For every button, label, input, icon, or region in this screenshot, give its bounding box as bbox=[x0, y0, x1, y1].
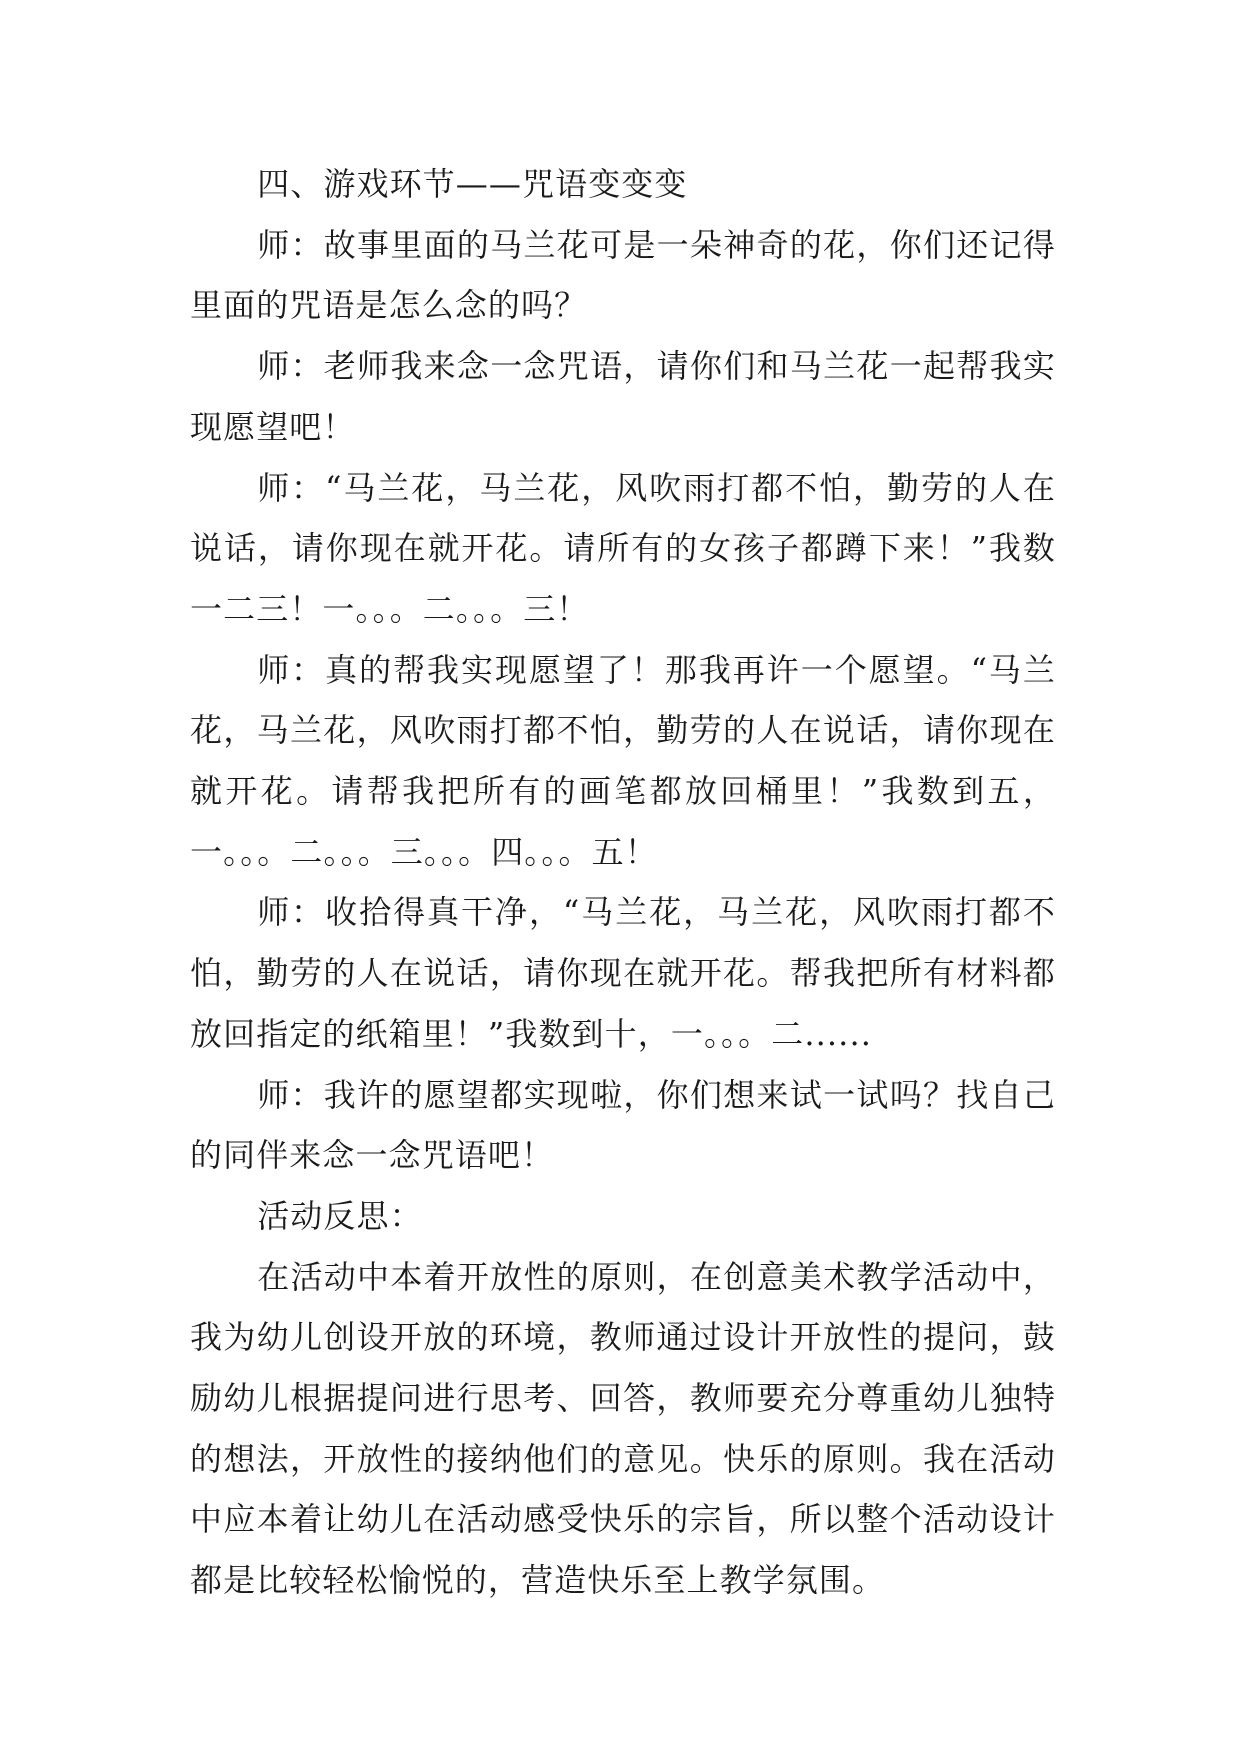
paragraph-teacher-5: 师：收拾得真干净，“马兰花，马兰花，风吹雨打都不怕，勤劳的人在说话，请你现在就开花。帮我把所有材料都放回指定的纸箱里！”我数到十，一。。。二...... bbox=[190, 893, 1056, 1053]
section-heading-game: 四、游戏环节——咒语变变变 bbox=[257, 165, 688, 203]
paragraph-teacher-2: 师：老师我来念一念咒语，请你们和马兰花一起帮我实现愿望吧！ bbox=[190, 347, 1056, 446]
paragraph-reflection: 在活动中本着开放性的原则，在创意美术教学活动中，我为幼儿创设开放的环境，教师通过设计开放性的提问，鼓励幼儿根据提问进行思考、回答，教师要充分尊重幼儿独特的想法，开放性的接纳他们的意见。快乐的原则。我在活动中应本着让幼儿在活动感受快乐的宗旨，所以整个活动设计都是比较轻松愉悦的，营造快乐至上教学氛围。 bbox=[190, 1257, 1056, 1600]
paragraph-teacher-4: 师：真的帮我实现愿望了！那我再许一个愿望。“马兰花，马兰花，风吹雨打都不怕，勤劳的人在说话，请你现在就开花。请帮我把所有的画笔都放回桶里！”我数到五，一。。。二。。。三。。。四。。。五！ bbox=[190, 650, 1056, 871]
paragraph-teacher-3: 师：“马兰花，马兰花，风吹雨打都不怕，勤劳的人在说话，请你现在就开花。请所有的女孩子都蹲下来！”我数一二三！一。。。二。。。三！ bbox=[190, 468, 1056, 628]
section-heading-reflection: 活动反思： bbox=[257, 1196, 423, 1235]
paragraph-teacher-6: 师：我许的愿望都实现啦，你们想来试一试吗？找自己的同伴来念一念咒语吧！ bbox=[190, 1075, 1056, 1175]
paragraph-teacher-1: 师：故事里面的马兰花可是一朵神奇的花，你们还记得里面的咒语是怎么念的吗？ bbox=[190, 225, 1056, 325]
document-body bbox=[190, 154, 1056, 1611]
